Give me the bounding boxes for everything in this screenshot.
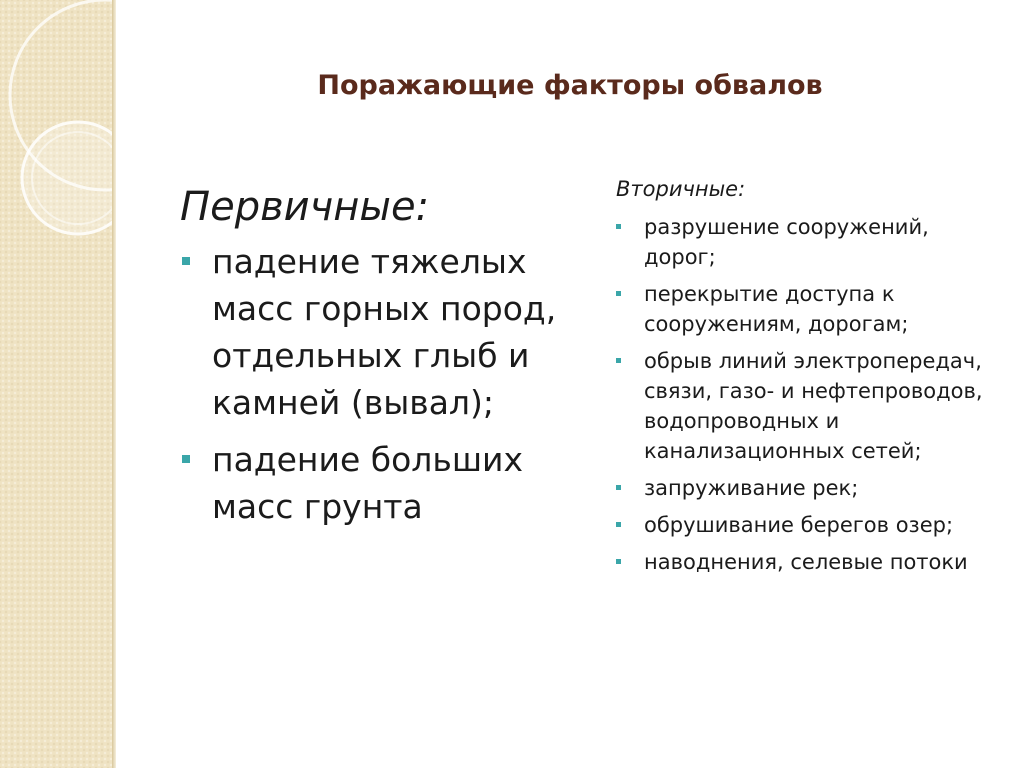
secondary-list — [612, 212, 992, 577]
list-item-text: падение тяжелых масс горных пород, отдельных глыб и камней (вывал); — [212, 242, 557, 422]
list-item — [180, 238, 580, 426]
list-item-text: запруживание рек; — [644, 476, 859, 500]
slide-title: Поражающие факторы обвалов — [317, 70, 823, 101]
bullet-icon — [182, 257, 190, 265]
list-item — [180, 436, 580, 530]
secondary-column — [612, 174, 992, 584]
list-item-text: падение больших масс грунта — [212, 440, 523, 526]
list-item-text: обрыв линий электропередач, связи, газо- и нефтепроводов, водопроводных и канализационных сетей; — [644, 349, 983, 463]
bullet-icon — [182, 455, 190, 463]
sidebar-edge — [112, 0, 116, 768]
primary-heading: Первичные: — [180, 184, 430, 230]
decorative-sidebar — [0, 0, 112, 768]
bullet-icon — [616, 485, 621, 490]
bullet-icon — [616, 358, 621, 363]
decorative-circle-small — [22, 122, 112, 234]
secondary-heading: Вторичные: — [616, 177, 746, 201]
list-item-text: обрушивание берегов озер; — [644, 513, 954, 537]
list-item — [612, 346, 992, 466]
list-item — [612, 510, 992, 540]
list-item — [612, 279, 992, 339]
bullet-icon — [616, 559, 621, 564]
bullet-icon — [616, 291, 621, 296]
list-item — [612, 212, 992, 272]
list-item-text: наводнения, селевые потоки — [644, 550, 968, 574]
list-item-text: разрушение сооружений, дорог; — [644, 215, 929, 269]
decorative-circles — [0, 0, 112, 768]
primary-list — [180, 238, 580, 530]
bullet-icon — [616, 522, 621, 527]
list-item — [612, 547, 992, 577]
primary-column — [180, 182, 580, 540]
bullet-icon — [616, 224, 621, 229]
list-item — [612, 473, 992, 503]
list-item-text: перекрытие доступа к сооружениям, дорогам; — [644, 282, 909, 336]
